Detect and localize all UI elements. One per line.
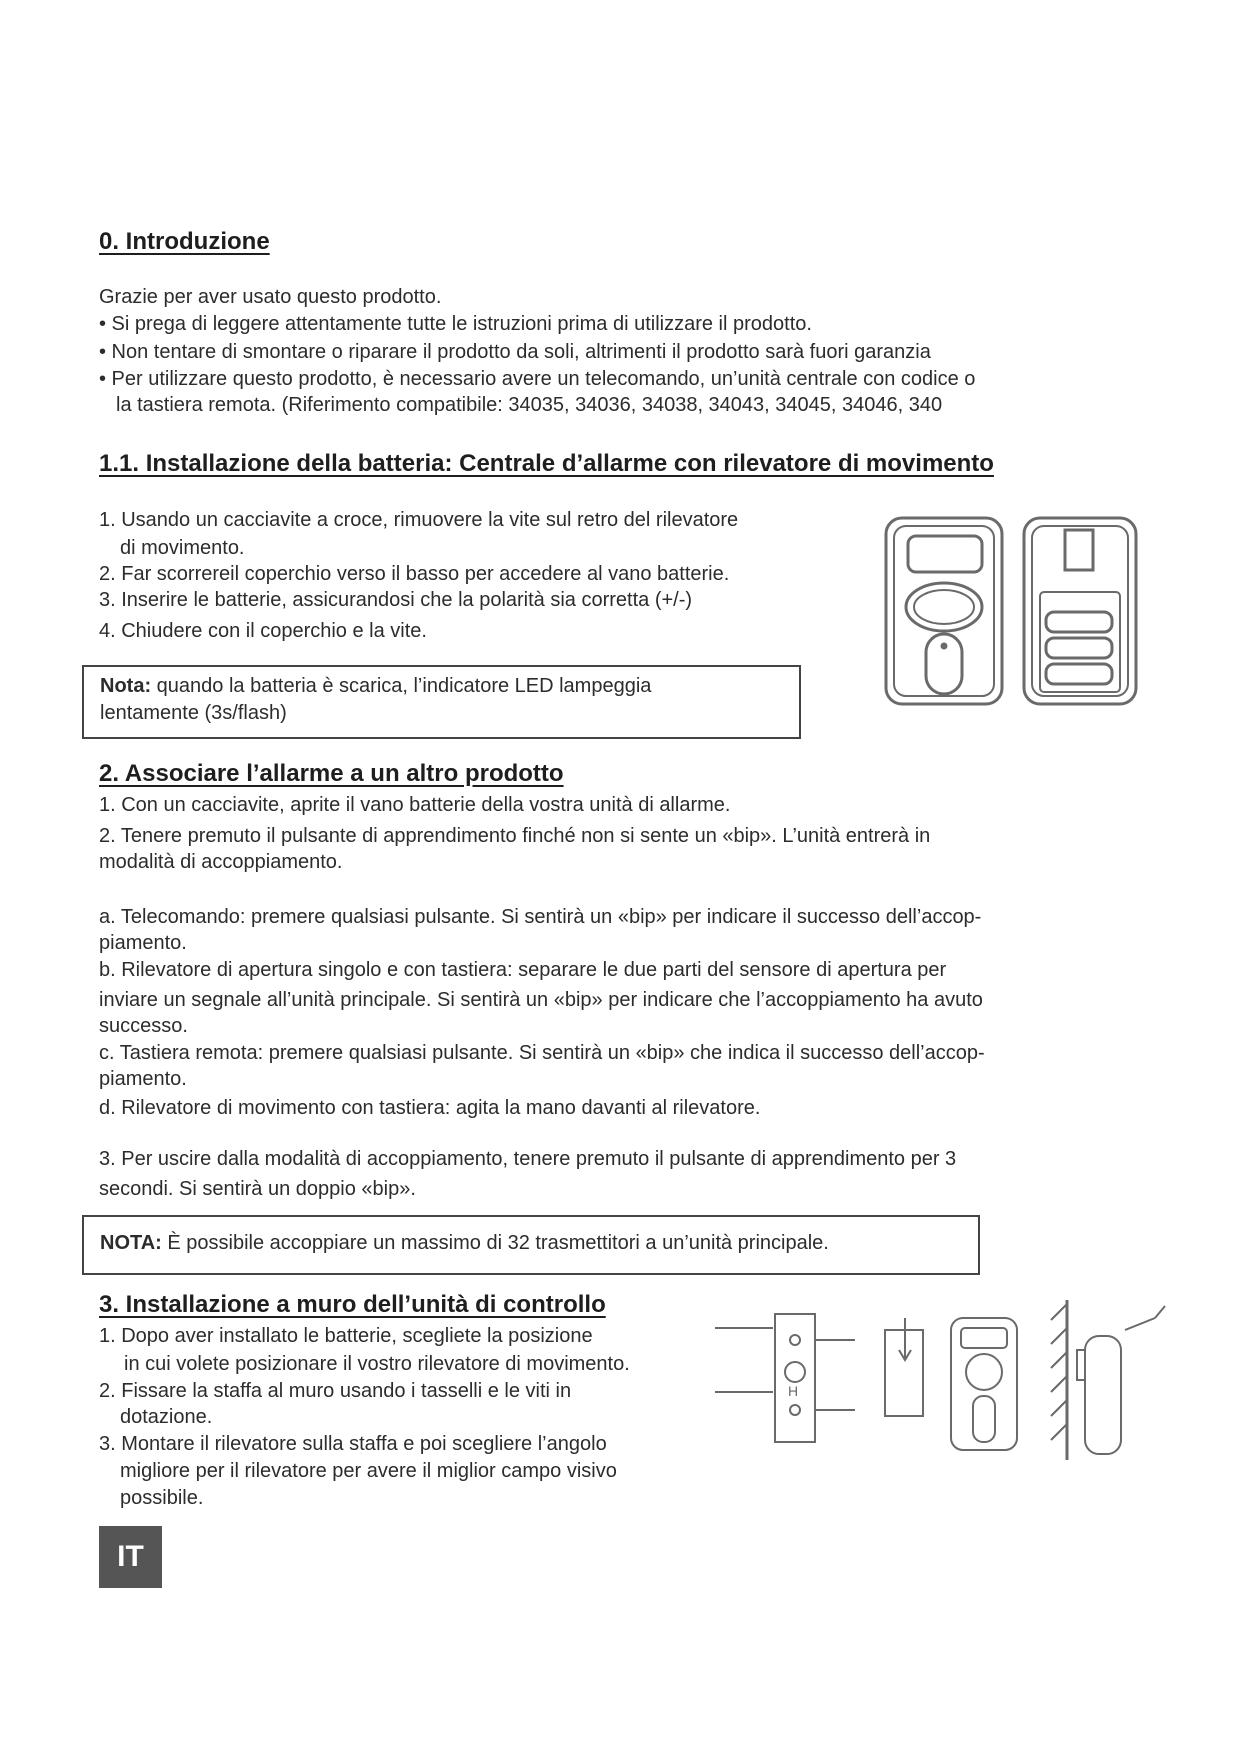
wall-hatch-3 [1051, 1352, 1067, 1368]
language-tag: IT [99, 1526, 162, 1588]
wall-hatch-1 [1051, 1304, 1067, 1320]
wall-hatch-4 [1051, 1376, 1067, 1392]
detector-front-outline [886, 518, 1002, 704]
pairing-note-label: NOTA: [100, 1232, 162, 1254]
mount-step-1-cont: in cui volete posizionare il vostro rilevatore di movimento. [124, 1353, 630, 1375]
battery-cell-3 [1046, 664, 1112, 684]
section-1-title: 1.1. Installazione della batteria: Centrale d’allarme con rilevatore di movimento [99, 450, 994, 477]
angle-indicator-tip [1155, 1306, 1165, 1318]
mounted-detector-display [961, 1328, 1007, 1348]
battery-step-3: 3. Inserire le batterie, assicurandosi che la polarità sia corretta (+/-) [99, 589, 693, 611]
pairing-b-cont: inviare un segnale all’unità principale. Si sentirà un «bip» per indicare che l’accoppiamento ha avuto [99, 989, 983, 1011]
mount-bracket [775, 1314, 815, 1442]
bracket-pivot [785, 1362, 805, 1382]
intro-line-1: Grazie per aver usato questo prodotto. [99, 286, 442, 308]
intro-line-4: • Per utilizzare questo prodotto, è necessario avere un telecomando, un’unità centrale con codice o [99, 368, 976, 390]
wall-hatch-5 [1051, 1400, 1067, 1416]
mounted-detector-button [973, 1396, 995, 1442]
pairing-step-2: 2. Tenere premuto il pulsante di apprendimento finché non si sente un «bip». L’unità entrerà in [99, 825, 931, 847]
battery-note-line-2: lentamente (3s/flash) [100, 702, 287, 724]
mount-step-3-cont-2: possibile. [120, 1487, 204, 1509]
mount-step-3: 3. Montare il rilevatore sulla staffa e poi scegliere l’angolo [99, 1433, 607, 1455]
mounted-detector-lens [966, 1354, 1002, 1390]
wall-mount-figure [715, 1300, 1185, 1460]
pairing-d: d. Rilevatore di movimento con tastiera: agita la mano davanti al rilevatore. [99, 1097, 761, 1119]
battery-cell-1 [1046, 612, 1112, 632]
battery-compartment [1040, 592, 1120, 692]
angle-indicator [1125, 1318, 1155, 1330]
pairing-step-1: 1. Con un cacciavite, aprite il vano batterie della vostra unità di allarme. [99, 794, 731, 816]
mount-step-3-cont: migliore per il rilevatore per avere il miglior campo visivo [120, 1460, 617, 1482]
pairing-b-cont-2: successo. [99, 1015, 188, 1037]
mount-step-2-cont: dotazione. [120, 1406, 213, 1428]
battery-step-2: 2. Far scorrereil coperchio verso il basso per accedere al vano batterie. [99, 563, 730, 585]
wall-hatch-2 [1051, 1328, 1067, 1344]
intro-line-2: • Si prega di leggere attentamente tutte le istruzioni prima di utilizzare il prodotto. [99, 313, 812, 335]
battery-cell-2 [1046, 638, 1112, 658]
pairing-step-3-cont: secondi. Si sentirà un doppio «bip». [99, 1178, 416, 1200]
pairing-b: b. Rilevatore di apertura singolo e con tastiera: separare le due parti del sensore di apertura per [99, 959, 947, 981]
mounting-slot [1065, 530, 1093, 570]
battery-note-label: Nota: [100, 675, 152, 697]
intro-line-3: • Non tentare di smontare o riparare il prodotto da soli, altrimenti il prodotto sarà fuori garanzia [99, 341, 931, 363]
pairing-note-box [82, 1215, 980, 1275]
bracket-hole-2 [790, 1405, 800, 1415]
mount-step-1: 1. Dopo aver installato le batterie, scegliete la posizione [99, 1325, 593, 1347]
pairing-note-line [100, 1230, 829, 1256]
wall-hatch-6 [1051, 1424, 1067, 1440]
pairing-step-2-cont: modalità di accoppiamento. [99, 851, 343, 873]
section-3-title: 3. Installazione a muro dell’unità di controllo [99, 1291, 606, 1318]
battery-installation-figure [880, 512, 1140, 708]
battery-note-text: quando la batteria è scarica, l’indicatore LED lampeggia [151, 675, 652, 697]
section-0-title: 0. Introduzione [99, 228, 270, 255]
section-2-title: 2. Associare l’allarme a un altro prodotto [99, 760, 564, 787]
battery-step-1-cont: di movimento. [120, 537, 245, 559]
figure-h-label: H [787, 1383, 799, 1399]
pairing-step-3: 3. Per uscire dalla modalità di accoppiamento, tenere premuto il pulsante di apprendimento per 3 [99, 1148, 957, 1170]
side-bracket [1077, 1350, 1085, 1380]
battery-step-4: 4. Chiudere con il coperchio e la vite. [99, 620, 427, 642]
detector-display [908, 536, 982, 572]
mount-step-2: 2. Fissare la staffa al muro usando i tasselli e le viti in [99, 1380, 572, 1402]
battery-step-1: 1. Usando un cacciavite a croce, rimuovere la vite sul retro del rilevatore [99, 509, 739, 531]
side-detector [1085, 1336, 1121, 1454]
detector-led [942, 644, 946, 648]
pairing-c: c. Tastiera remota: premere qualsiasi pulsante. Si sentirà un «bip» che indica il successo dell’accop- [99, 1042, 985, 1064]
bracket-hole-1 [790, 1335, 800, 1345]
battery-note-box [82, 665, 801, 739]
pairing-a: a. Telecomando: premere qualsiasi pulsante. Si sentirà un «bip» per indicare il successo dell’accop- [99, 906, 982, 928]
pairing-a-cont: piamento. [99, 932, 187, 954]
detector-lens-inner [914, 590, 974, 624]
pairing-note-text: È possibile accoppiare un massimo di 32 trasmettitori a un’unità principale. [161, 1232, 829, 1254]
battery-note-line-1 [100, 673, 651, 699]
intro-line-5: la tastiera remota. (Riferimento compatibile: 34035, 34036, 34038, 34043, 34045, 34046, 340 [116, 394, 943, 416]
pairing-c-cont: piamento. [99, 1068, 187, 1090]
